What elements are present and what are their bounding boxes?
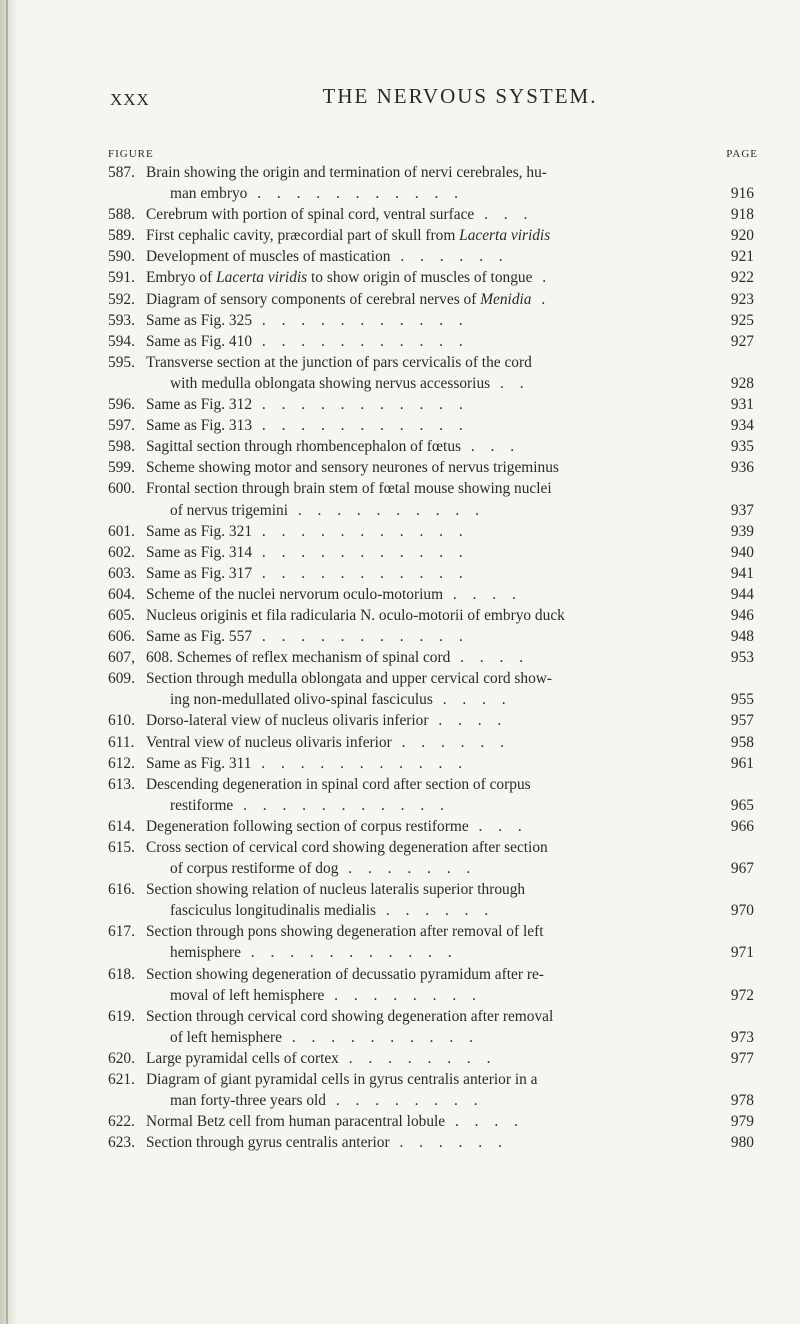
page-reference: 973: [730, 1028, 754, 1046]
dot-leaders: . . . . . . . . . .: [287, 501, 485, 519]
dot-leaders: . . .: [461, 438, 521, 456]
caption-text: with medulla oblongata showing nervus accessorius . .: [170, 374, 530, 392]
caption-text: man embryo . . . . . . . . . . .: [170, 185, 465, 203]
page-reference: 966: [730, 817, 754, 835]
caption-text: Same as Fig. 312 . . . . . . . . . . .: [146, 396, 469, 414]
figure-number: 610.: [108, 712, 135, 730]
caption-text: Section through medulla oblongata and upper cervical cord show-: [146, 670, 553, 688]
species-name: Menidia: [480, 290, 532, 308]
page-number: XXX: [110, 90, 150, 109]
dot-leaders: . . . .: [432, 691, 512, 709]
dot-leaders: . . . .: [443, 585, 522, 603]
dot-leaders: . . . . . . . . . . .: [251, 754, 469, 772]
page-reference: 934: [730, 417, 754, 435]
entry-line: [108, 816, 796, 837]
list-item: [108, 1006, 796, 1048]
figure-number: 622.: [108, 1113, 135, 1131]
page-reference: 928: [730, 374, 754, 392]
page-reference: 948: [730, 628, 754, 646]
caption-text: 608. Schemes of reflex mechanism of spinal cord . . . .: [146, 649, 530, 667]
caption-text: Nucleus originis et fila radicularia N. oculo-motorii of embryo duck: [146, 606, 565, 624]
list-item: [108, 837, 796, 879]
caption-text: Diagram of sensory components of cerebral nerves of Menidia .: [146, 290, 552, 308]
list-item: [108, 964, 796, 1006]
list-item: [108, 478, 796, 520]
page-reference: 978: [730, 1092, 754, 1110]
figure-number: 605.: [108, 606, 135, 624]
figure-number: 615.: [108, 839, 135, 856]
list-item: [108, 457, 796, 478]
caption-text: Ventral view of nucleus olivaris inferior . . . . . .: [146, 733, 510, 751]
page-reference: 921: [730, 248, 754, 266]
caption-text: Scheme of the nuclei nervorum oculo-motorium . . . .: [146, 585, 522, 603]
page-reference: 925: [730, 311, 754, 329]
entry-line: [108, 668, 796, 689]
entry-line: [108, 521, 796, 542]
entry-line: [108, 837, 796, 858]
list-item: [108, 1111, 796, 1132]
caption-text: Embryo of Lacerta viridis to show origin of muscles of tongue .: [146, 269, 553, 287]
dot-leaders: . . . . . . . . . . .: [252, 522, 469, 540]
entry-line: [108, 584, 796, 605]
figure-number: 590.: [108, 248, 135, 266]
page-reference: 944: [730, 585, 754, 603]
caption-text: of left hemisphere . . . . . . . . . .: [170, 1028, 479, 1046]
caption-text: Diagram of giant pyramidal cells in gyrus centralis anterior in a: [146, 1071, 538, 1089]
page-reference: 965: [730, 796, 754, 814]
entry-line: [108, 900, 796, 921]
caption-text: Section showing relation of nucleus lateralis superior through: [146, 881, 526, 899]
entry-line: [108, 246, 796, 267]
caption-text: Degeneration following section of corpus restiforme . . .: [146, 817, 528, 835]
figure-column-header: FIGURE: [108, 148, 154, 160]
entry-line: [108, 1132, 796, 1153]
caption-text: moval of left hemisphere . . . . . . . .: [170, 986, 482, 1004]
caption-text: ing non-medullated olivo-spinal fasciculus . . . .: [170, 691, 512, 709]
page-reference: 916: [730, 185, 754, 203]
entry-line: [108, 626, 796, 647]
page-reference: 923: [730, 290, 754, 308]
entry-line: [108, 753, 796, 774]
entry-line: [108, 225, 796, 246]
figure-number: 619.: [108, 1007, 135, 1025]
entry-line: [108, 1069, 796, 1090]
dot-leaders: . . . . . . . . . . .: [252, 564, 469, 582]
dot-leaders: . . . . . . . . . . .: [252, 311, 469, 329]
figure-number: 595.: [108, 353, 135, 371]
dot-leaders: . . . . . . . . . . .: [240, 944, 458, 962]
caption-text: Brain showing the origin and termination of nervi cerebrales, hu-: [146, 164, 547, 181]
list-item: [108, 331, 796, 352]
figure-number: 591.: [108, 269, 135, 287]
figure-number: 597.: [108, 417, 135, 435]
dot-leaders: . . . . . . . . . .: [281, 1028, 479, 1046]
entry-line: [108, 267, 796, 288]
page-reference: 979: [730, 1113, 754, 1131]
dot-leaders: . . . .: [445, 1113, 524, 1131]
figure-number: 623.: [108, 1134, 135, 1152]
page-reference: 940: [730, 543, 754, 561]
dot-leaders: . . . . . .: [390, 248, 509, 266]
page-reference: 939: [730, 522, 754, 540]
list-item: [108, 668, 796, 710]
entry-line: [108, 795, 796, 816]
dot-leaders: . . . . . .: [389, 1134, 508, 1152]
page-reference: 922: [730, 269, 754, 287]
list-item: [108, 753, 796, 774]
entry-line: [108, 985, 796, 1006]
dot-leaders: . .: [490, 374, 530, 392]
figure-number: 594.: [108, 332, 135, 350]
page-header: [110, 84, 750, 114]
dot-leaders: . . . . . . . . . . .: [233, 796, 450, 814]
figure-number: 603.: [108, 564, 135, 582]
figure-number: 621.: [108, 1071, 135, 1089]
caption-text: fasciculus longitudinalis medialis . . . . . .: [170, 902, 495, 920]
caption-text: Cross section of cervical cord showing degeneration after section: [146, 839, 548, 856]
figure-number: 617.: [108, 923, 135, 941]
entry-line: [108, 352, 796, 373]
dot-leaders: . . . .: [428, 712, 508, 730]
dot-leaders: . . . . . . . . . . .: [252, 332, 469, 350]
dot-leaders: . . . . . . .: [338, 860, 477, 878]
dot-leaders: . . . . . . . . . . .: [252, 417, 469, 435]
figure-number: 604.: [108, 585, 135, 603]
caption-text: Same as Fig. 317 . . . . . . . . . . .: [146, 564, 469, 582]
caption-text: Transverse section at the junction of pars cervicalis of the cord: [146, 353, 532, 371]
figure-number: 587.: [108, 164, 135, 181]
figure-number: 592.: [108, 290, 135, 308]
page-reference: 927: [730, 332, 754, 350]
figure-number: 616.: [108, 881, 135, 899]
page-reference: 953: [730, 649, 754, 667]
caption-text: Section through cervical cord showing degeneration after removal: [146, 1007, 554, 1025]
entry-line: [108, 204, 796, 225]
list-item: [108, 605, 796, 626]
entry-line: [108, 921, 796, 942]
figure-number: 618.: [108, 965, 135, 983]
caption-text: First cephalic cavity, præcordial part of skull from Lacerta viridis: [146, 227, 551, 245]
entry-line: [108, 732, 796, 753]
dot-leaders: . . . . . .: [376, 902, 495, 920]
dot-leaders: . . . . . . . . . . .: [247, 185, 465, 203]
page-column-header: PAGE: [726, 148, 758, 160]
list-item: [108, 415, 796, 436]
book-spine-shadow: [0, 0, 18, 1324]
list-item: [108, 394, 796, 415]
entry-line: [108, 879, 796, 900]
caption-text: Same as Fig. 314 . . . . . . . . . . .: [146, 543, 469, 561]
page-reference: 967: [730, 860, 754, 878]
page-reference: 958: [730, 733, 754, 751]
caption-text: Section through pons showing degeneration after removal of left: [146, 923, 544, 941]
caption-text: of corpus restiforme of dog . . . . . . .: [170, 860, 477, 878]
list-item: [108, 732, 796, 753]
entry-line: [108, 1048, 796, 1069]
figure-number: 611.: [108, 733, 135, 751]
figure-list: [108, 162, 796, 1153]
entry-line: [108, 542, 796, 563]
list-item: [108, 584, 796, 605]
caption-text: Scheme showing motor and sensory neurones of nervus trigeminus: [146, 459, 559, 477]
entry-line: [108, 689, 796, 710]
list-item: [108, 246, 796, 267]
page-reference: 957: [730, 712, 754, 730]
dot-leaders: . . . .: [450, 649, 530, 667]
page-reference: 961: [730, 754, 754, 772]
list-item: [108, 816, 796, 837]
entry-line: [108, 415, 796, 436]
entry-line: [108, 436, 796, 457]
entry-line: [108, 289, 796, 310]
page-reference: 918: [730, 206, 754, 224]
entry-line: [108, 500, 796, 521]
list-item: [108, 563, 796, 584]
dot-leaders: .: [531, 290, 552, 308]
list-item: [108, 1069, 796, 1111]
page-reference: 980: [730, 1134, 754, 1152]
column-headers: [108, 148, 796, 162]
figure-number: 598.: [108, 438, 135, 456]
caption-text: Same as Fig. 313 . . . . . . . . . . .: [146, 417, 469, 435]
caption-text: of nervus trigemini . . . . . . . . . .: [170, 501, 485, 519]
list-item: [108, 310, 796, 331]
caption-text: Descending degeneration in spinal cord after section of corpus: [146, 775, 531, 793]
list-item: [108, 626, 796, 647]
caption-text: Development of muscles of mastication . . . . . .: [146, 248, 509, 266]
dot-leaders: . . . . . . . . . . .: [252, 628, 469, 646]
caption-text: Same as Fig. 410 . . . . . . . . . . .: [146, 332, 469, 350]
page-reference: 920: [730, 227, 754, 245]
entry-line: [108, 162, 796, 183]
entry-line: [108, 964, 796, 985]
entry-line: [108, 605, 796, 626]
entry-line: [108, 563, 796, 584]
list-item: [108, 1132, 796, 1153]
list-item: [108, 879, 796, 921]
list-item: [108, 521, 796, 542]
entry-line: [108, 310, 796, 331]
caption-text: Section showing degeneration of decussatio pyramidum after re-: [146, 965, 544, 983]
figure-number: 593.: [108, 311, 135, 329]
caption-text: Same as Fig. 311 . . . . . . . . . . .: [146, 754, 469, 772]
caption-text: man forty-three years old . . . . . . . .: [170, 1092, 484, 1110]
page-reference: 972: [730, 986, 754, 1004]
entry-line: [108, 394, 796, 415]
page-reference: 971: [730, 944, 754, 962]
page-reference: 970: [730, 902, 754, 920]
dot-leaders: . . . . . . . . . . .: [252, 396, 469, 414]
figure-number: 612.: [108, 754, 135, 772]
list-item: [108, 774, 796, 816]
caption-text: Same as Fig. 321 . . . . . . . . . . .: [146, 522, 469, 540]
figure-number: 614.: [108, 817, 135, 835]
figure-number: 596.: [108, 396, 135, 414]
figure-number: 589.: [108, 227, 135, 245]
caption-text: hemisphere . . . . . . . . . . .: [170, 944, 458, 962]
caption-text: Cerebrum with portion of spinal cord, ventral surface . . .: [146, 206, 534, 224]
caption-text: Frontal section through brain stem of fœtal mouse showing nuclei: [146, 480, 552, 498]
page-reference: 977: [730, 1049, 754, 1067]
entry-line: [108, 183, 796, 204]
entry-line: [108, 373, 796, 394]
figure-number: 601.: [108, 522, 135, 540]
dot-leaders: . . . . . .: [391, 733, 510, 751]
page-reference: 936: [730, 459, 754, 477]
dot-leaders: . . .: [468, 817, 528, 835]
figure-number: 609.: [108, 670, 135, 688]
figure-number: 613.: [108, 775, 135, 793]
entry-line: [108, 1027, 796, 1048]
caption-text: restiforme . . . . . . . . . . .: [170, 796, 450, 814]
dot-leaders: .: [532, 269, 553, 287]
list-item: [108, 162, 796, 204]
caption-text: Large pyramidal cells of cortex . . . . . . . .: [146, 1049, 497, 1067]
entry-line: [108, 942, 796, 963]
species-name: Lacerta viridis: [216, 269, 308, 287]
entry-line: [108, 478, 796, 499]
dot-leaders: . . . . . . . . . . .: [252, 543, 469, 561]
caption-text: Same as Fig. 557 . . . . . . . . . . .: [146, 628, 469, 646]
list-item: [108, 289, 796, 310]
dot-leaders: . . .: [474, 206, 534, 224]
figure-number: 599.: [108, 459, 135, 477]
entry-line: [108, 858, 796, 879]
page-reference: 946: [730, 606, 754, 624]
figure-number: 602.: [108, 543, 135, 561]
dot-leaders: . . . . . . . .: [338, 1049, 497, 1067]
entry-line: [108, 647, 796, 668]
page-reference: 941: [730, 564, 754, 582]
caption-text: Same as Fig. 325 . . . . . . . . . . .: [146, 311, 469, 329]
figure-number: 606.: [108, 628, 135, 646]
entry-line: [108, 331, 796, 352]
list-item: [108, 436, 796, 457]
figure-number: 600.: [108, 480, 135, 498]
caption-text: Dorso-lateral view of nucleus olivaris inferior . . . .: [146, 712, 508, 730]
species-name: Lacerta viridis: [459, 227, 551, 245]
list-item: [108, 225, 796, 246]
list-item: [108, 1048, 796, 1069]
list-item: [108, 352, 796, 394]
running-title: THE NERVOUS SYSTEM.: [322, 84, 598, 108]
entry-line: [108, 1090, 796, 1111]
entry-line: [108, 1006, 796, 1027]
figure-number: 588.: [108, 206, 135, 224]
list-item: [108, 267, 796, 288]
caption-text: Section through gyrus centralis anterior . . . . . .: [146, 1134, 508, 1152]
list-item: [108, 542, 796, 563]
binding-edge: [6, 0, 8, 1324]
page-reference: 937: [730, 501, 754, 519]
figure-number: 620.: [108, 1049, 135, 1067]
page-reference: 955: [730, 691, 754, 709]
entry-line: [108, 774, 796, 795]
entry-line: [108, 1111, 796, 1132]
entry-line: [108, 457, 796, 478]
list-item: [108, 921, 796, 963]
page-reference: 935: [730, 438, 754, 456]
list-item: [108, 647, 796, 668]
caption-text: Sagittal section through rhombencephalon of fœtus . . .: [146, 438, 521, 456]
list-item: [108, 710, 796, 731]
caption-text: Normal Betz cell from human paracentral lobule . . . .: [146, 1113, 524, 1131]
dot-leaders: . . . . . . . .: [325, 1092, 484, 1110]
entry-line: [108, 710, 796, 731]
figure-number: 607,: [108, 649, 135, 667]
page-reference: 931: [730, 396, 754, 414]
list-item: [108, 204, 796, 225]
dot-leaders: . . . . . . . .: [324, 986, 482, 1004]
